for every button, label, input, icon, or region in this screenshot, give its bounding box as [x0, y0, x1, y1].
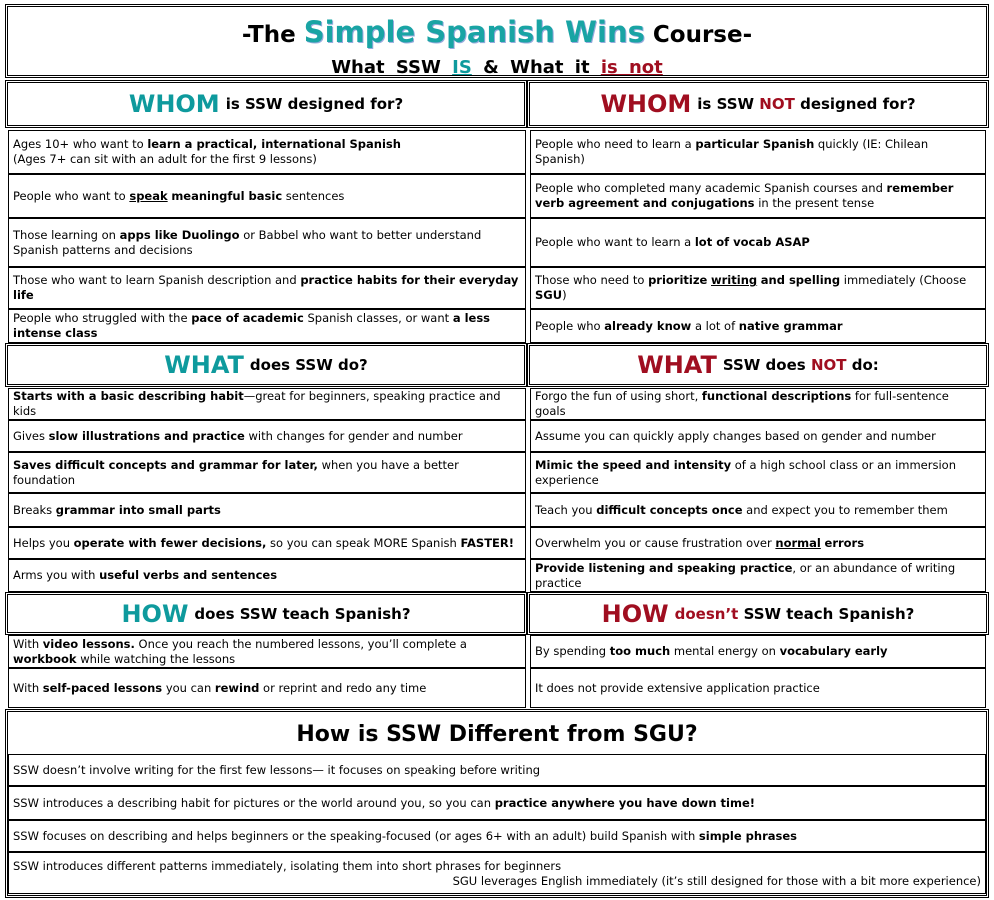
whom-left-row-4: [8, 267, 526, 309]
whom-right-row-1: [530, 130, 986, 174]
text: of a high school class or an immersion experience: [535, 457, 956, 487]
text: With: [13, 636, 40, 651]
text: useful verbs and sentences: [99, 568, 278, 582]
text: vocabulary early: [779, 644, 888, 658]
what-right-row-4: [530, 493, 986, 527]
title-suffix: Course-: [652, 22, 753, 48]
text: It does not provide extensive application practice: [535, 680, 820, 695]
text: prioritize: [648, 273, 708, 287]
title-brand: Simple Spanish Wins: [303, 15, 645, 49]
text: People who need to learn a: [535, 137, 692, 151]
what-right-keyword: WHAT: [637, 351, 717, 379]
how-left-header: [5, 592, 527, 635]
diff-row-4-line2: SGU leverages English immediately (it’s still designed for those with a bit more experience): [452, 874, 981, 888]
what-left-row-5: [8, 527, 526, 559]
text: functional descriptions: [701, 389, 852, 403]
text: pace of academic: [191, 311, 304, 325]
what-right-row-1: [530, 388, 986, 420]
text: so you can speak MORE Spanish: [270, 535, 457, 550]
whom-right-row-2: [530, 174, 986, 218]
subtitle-what-ssw: What SSW: [331, 57, 441, 78]
how-right-row-2: [530, 668, 986, 708]
course-title: [8, 15, 986, 49]
text: in the present tense: [758, 196, 875, 210]
diff-title-text: How is SSW Different from SGU?: [296, 721, 698, 747]
what-right-row-3: [530, 452, 986, 493]
text: People who struggled with the: [13, 311, 188, 325]
subtitle-is: IS: [452, 57, 472, 78]
text: too much: [609, 644, 671, 658]
text: while watching the lessons: [80, 651, 236, 666]
whom-left-row-5: [8, 309, 526, 343]
text: Those who want to learn Spanish description and: [13, 273, 297, 287]
text: Once you reach the numbered lessons, you’ll complete a: [138, 636, 467, 651]
how-right-header: [527, 592, 989, 635]
whom-left-row-3: [8, 218, 526, 267]
text: writing: [711, 273, 758, 287]
diff-title: [8, 715, 986, 753]
how-left-row-1: [8, 635, 526, 668]
text: Saves difficult concepts and grammar for later,: [13, 457, 318, 472]
text: and spelling: [760, 273, 841, 287]
whom-right-mid: is SSW: [697, 95, 755, 113]
text: FASTER!: [460, 535, 515, 550]
whom-right-row-4: [530, 267, 986, 309]
text: a lot of: [694, 318, 736, 333]
text: sentences: [285, 188, 345, 203]
text: People who want to: [13, 188, 126, 203]
what-left-keyword: WHAT: [164, 351, 244, 379]
text: self-paced lessons: [42, 680, 163, 695]
text: By spending: [535, 644, 607, 658]
text: Mimic the speed and intensity: [535, 457, 732, 472]
text: you can: [165, 680, 212, 695]
whom-left-text: is SSW designed for?: [225, 95, 404, 113]
text: mental energy on: [673, 644, 776, 658]
whom-right-end: designed for?: [800, 95, 916, 113]
how-right-keyword: HOW: [601, 599, 669, 628]
text: (Ages 7+ can sit with an adult for the first 9 lessons): [13, 152, 317, 166]
text: SSW doesn’t involve writing for the first few lessons— it focuses on speaking before writing: [13, 762, 541, 777]
text: Assume you can quickly apply changes based on gender and number: [535, 428, 936, 443]
whom-left-header: [5, 80, 527, 128]
text: ): [562, 288, 567, 302]
what-left-row-6: [8, 559, 526, 592]
text: Breaks: [13, 502, 53, 517]
text: Ages 10+ who want to: [13, 137, 144, 151]
text: People who completed many academic Spanish courses and: [535, 181, 883, 195]
text: when you have a better foundation: [13, 457, 459, 487]
text: Spanish classes, or want: [307, 311, 450, 325]
text: particular Spanish: [695, 137, 815, 151]
what-right-row-2: [530, 420, 986, 452]
text: Arms you with: [13, 568, 96, 582]
text: learn a practical, international Spanish: [147, 137, 401, 151]
text: Teach you: [535, 502, 593, 517]
text: a less intense class: [13, 311, 491, 340]
text: already know: [604, 318, 692, 333]
text: native grammar: [738, 318, 843, 333]
what-left-row-3: [8, 452, 526, 493]
how-left-text: does SSW teach Spanish?: [194, 604, 411, 623]
what-right-not: NOT: [810, 356, 847, 374]
text: practice anywhere you have down time!: [494, 795, 756, 810]
diff-row-4-line1: SSW introduces different patterns immediately, isolating them into short phrases for beginners: [13, 859, 562, 873]
subtitle-is-not: is not: [600, 57, 663, 78]
text: practice habits for their everyday life: [13, 273, 519, 302]
text: normal: [775, 535, 821, 550]
diff-row-2: [8, 786, 986, 820]
text: workbook: [13, 651, 77, 666]
diff-row-3: [8, 820, 986, 852]
title-box: [5, 4, 989, 78]
whom-right-header: [527, 80, 989, 128]
whom-right-row-5: [530, 309, 986, 343]
whom-right-row-3: [530, 218, 986, 267]
course-subtitle: [8, 57, 986, 78]
what-left-row-1: [8, 388, 526, 420]
what-right-mid: SSW does: [722, 356, 806, 374]
text: and expect you to remember them: [746, 502, 948, 517]
text: —great for beginners, speaking practice and kids: [13, 389, 501, 418]
what-right-end: do:: [851, 356, 879, 374]
whom-left-row-2: [8, 174, 526, 218]
text: grammar into small parts: [55, 502, 221, 517]
whom-left-keyword: WHOM: [128, 90, 220, 118]
text: immediately (Choose: [843, 273, 967, 287]
text: Provide listening and speaking practice: [535, 560, 793, 575]
what-right-row-6: [530, 559, 986, 592]
how-left-row-2: [8, 668, 526, 708]
what-right-header: [527, 343, 989, 387]
text: simple phrases: [698, 828, 797, 843]
text: People who want to learn a: [535, 235, 692, 249]
text: meaningful basic: [171, 188, 283, 203]
title-prefix: -The: [241, 22, 296, 48]
text: Forgo the fun of using short,: [535, 389, 699, 403]
text: for full-sentence goals: [535, 389, 949, 418]
text: SGU: [535, 288, 563, 302]
what-left-row-4: [8, 493, 526, 527]
what-left-text: does SSW do?: [249, 356, 368, 374]
text: rewind: [214, 680, 260, 695]
text: with changes for gender and number: [248, 428, 463, 443]
text: Overwhelm you or cause frustration over: [535, 535, 772, 550]
how-right-text: SSW teach Spanish?: [743, 604, 915, 623]
whom-left-row-1: [8, 130, 526, 174]
text: SSW focuses on describing and helps beginners or the speaking-focused (or ages 6+ with an adult) build Spanish with: [13, 828, 696, 843]
text: errors: [824, 535, 865, 550]
text: lot of vocab ASAP: [694, 235, 810, 249]
text: quickly (IE: Chilean Spanish): [535, 137, 929, 166]
subtitle-what-it: What it: [510, 57, 590, 78]
how-right-doesnt: doesn’t: [674, 604, 739, 623]
text: Starts with a basic describing habit: [13, 389, 244, 403]
text: People who: [535, 318, 601, 333]
text: video lessons.: [42, 636, 135, 651]
text: Those who need to: [535, 273, 645, 287]
subtitle-amp: &: [483, 57, 499, 78]
text: remember verb agreement and conjugations: [535, 181, 954, 210]
text: or reprint and redo any time: [263, 680, 427, 695]
whom-right-keyword: WHOM: [600, 90, 692, 118]
text: operate with fewer decisions,: [73, 535, 267, 550]
text: slow illustrations and practice: [48, 428, 245, 443]
text: or Babbel who want to better understand Spanish patterns and decisions: [13, 227, 482, 257]
text: Helps you: [13, 535, 70, 550]
diff-row-1: [8, 754, 986, 786]
what-left-header: [5, 343, 527, 387]
how-left-keyword: HOW: [121, 599, 189, 628]
text: difficult concepts once: [596, 502, 743, 517]
text: Those learning on: [13, 227, 116, 242]
how-right-row-1: [530, 635, 986, 668]
text: , or an abundance of writing practice: [535, 560, 956, 590]
text: speak: [129, 188, 168, 203]
text: SSW introduces a describing habit for pictures or the world around you, so you can: [13, 795, 492, 810]
what-right-row-5: [530, 527, 986, 559]
whom-right-not: NOT: [759, 95, 795, 113]
text: With: [13, 680, 40, 695]
diff-row-4: [8, 852, 986, 894]
what-left-row-2: [8, 420, 526, 452]
text: apps like Duolingo: [119, 227, 240, 242]
text: Gives: [13, 428, 45, 443]
